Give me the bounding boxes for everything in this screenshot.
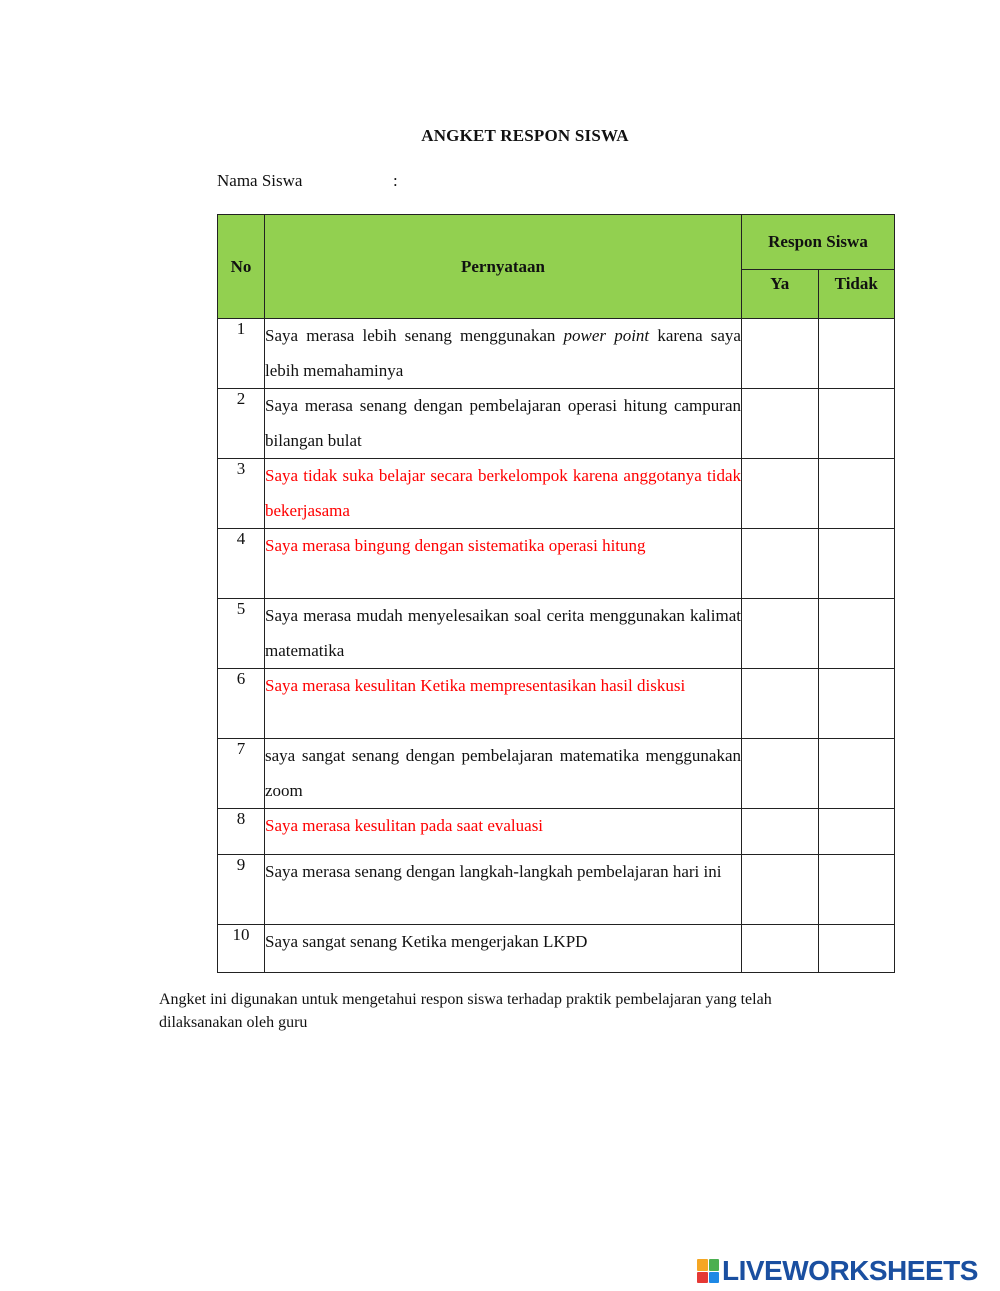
header-yes: Ya [742,270,819,319]
row-number: 5 [218,599,265,669]
header-response: Respon Siswa [742,215,895,270]
response-yes-cell[interactable] [742,669,819,739]
logo-icon-square [697,1259,708,1271]
logo-icon-square [709,1272,720,1284]
footer-note: Angket ini digunakan untuk mengetahui respon siswa terhadap praktik pembelajaran yang telah dilaksanakan oleh guru [159,991,772,1031]
response-no-cell[interactable] [818,855,895,925]
table-row [218,925,895,973]
header-no: No [218,215,265,319]
row-number: 10 [218,925,265,973]
table-row [218,529,895,599]
row-statement: Saya merasa kesulitan Ketika mempresentasikan hasil diskusi [265,669,742,739]
row-number: 8 [218,809,265,855]
row-statement: Saya merasa senang dengan pembelajaran operasi hitung campuran bilangan bulat [265,389,742,459]
response-no-cell[interactable] [818,459,895,529]
response-yes-cell[interactable] [742,319,819,389]
response-no-cell[interactable] [818,739,895,809]
statement-italic-text: power point [563,326,650,345]
row-statement: Saya merasa kesulitan pada saat evaluasi [265,809,742,855]
response-yes-cell[interactable] [742,739,819,809]
row-statement: Saya merasa mudah menyelesaikan soal cerita menggunakan kalimat matematika [265,599,742,669]
survey-table [217,214,895,973]
row-statement [265,319,742,389]
header-statement: Pernyataan [265,215,742,319]
response-no-cell[interactable] [818,599,895,669]
statement-text: Saya merasa lebih senang menggunakan [265,326,564,345]
row-statement: Saya tidak suka belajar secara berkelompok karena anggotanya tidak bekerjasama [265,459,742,529]
row-number: 9 [218,855,265,925]
logo-text: LIVEWORKSHEETS [722,1255,978,1286]
liveworksheets-icon [697,1259,719,1283]
liveworksheets-logo [697,1255,978,1287]
row-number: 4 [218,529,265,599]
row-number: 3 [218,459,265,529]
response-no-cell[interactable] [818,529,895,599]
logo-icon-square [709,1259,720,1271]
response-no-cell[interactable] [818,319,895,389]
response-yes-cell[interactable] [742,855,819,925]
response-yes-cell[interactable] [742,389,819,459]
student-name-label: Nama Siswa [217,171,303,190]
response-no-cell[interactable] [818,669,895,739]
response-yes-cell[interactable] [742,925,819,973]
statement-text-after: karena saya lebih memahaminya [265,326,741,380]
table-row [218,389,895,459]
response-yes-cell[interactable] [742,459,819,529]
document-title: ANGKET RESPON SISWA [421,126,629,145]
row-statement: Saya merasa senang dengan langkah-langkah pembelajaran hari ini [265,855,742,925]
response-yes-cell[interactable] [742,809,819,855]
table-row [218,855,895,925]
header-no-option: Tidak [818,270,895,319]
row-statement: saya sangat senang dengan pembelajaran matematika menggunakan zoom [265,739,742,809]
row-number: 6 [218,669,265,739]
student-name-separator: : [393,171,398,190]
logo-icon-square [697,1272,708,1284]
response-no-cell[interactable] [818,925,895,973]
row-number: 2 [218,389,265,459]
table-row [218,809,895,855]
table-row [218,669,895,739]
student-name-field[interactable] [217,171,398,191]
table-row [218,599,895,669]
row-statement: Saya sangat senang Ketika mengerjakan LKPD [265,925,742,973]
response-no-cell[interactable] [818,809,895,855]
table-row [218,319,895,389]
row-number: 7 [218,739,265,809]
table-row [218,739,895,809]
row-number: 1 [218,319,265,389]
response-yes-cell[interactable] [742,529,819,599]
row-statement: Saya merasa bingung dengan sistematika operasi hitung [265,529,742,599]
table-row [218,459,895,529]
response-no-cell[interactable] [818,389,895,459]
response-yes-cell[interactable] [742,599,819,669]
